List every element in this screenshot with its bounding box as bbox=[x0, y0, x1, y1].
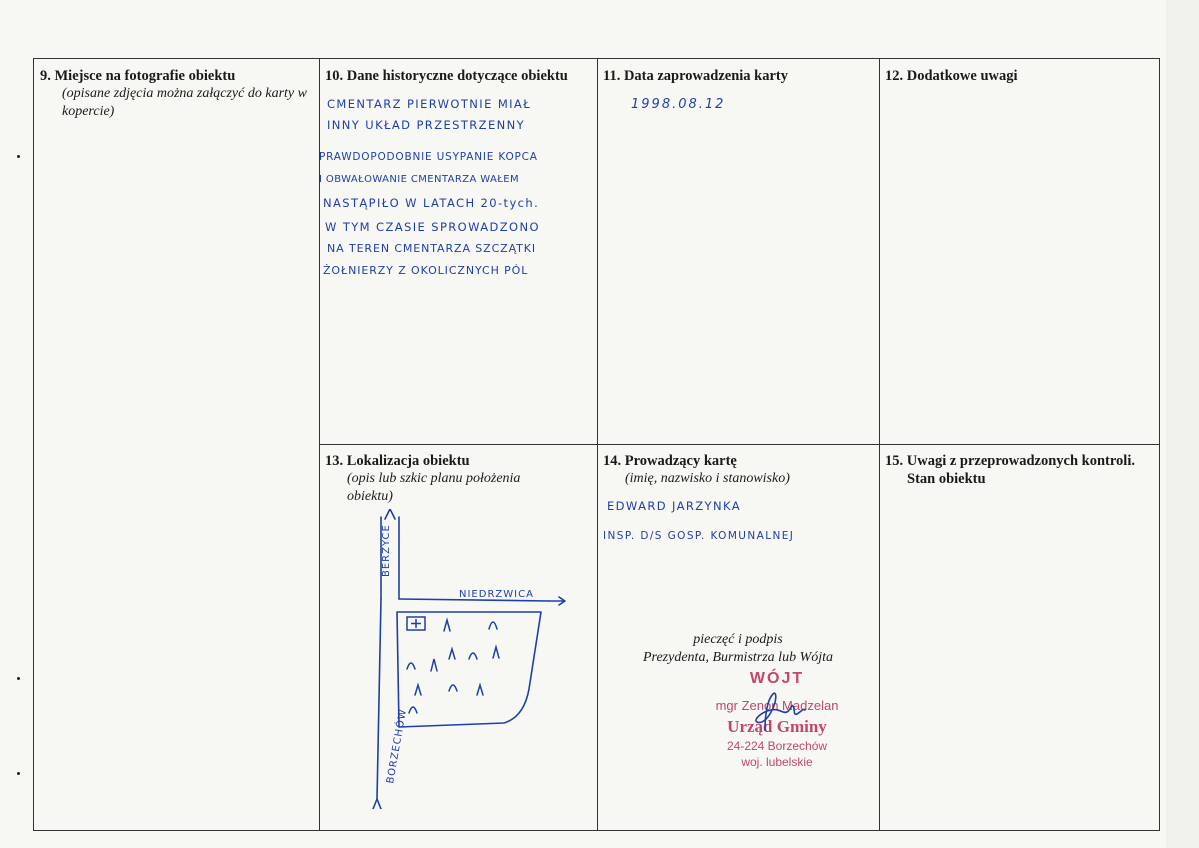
east-road-label: NIEDRZWICA bbox=[459, 589, 534, 600]
history-line: CMENTARZ PIERWOTNIE MIAŁ bbox=[327, 97, 532, 111]
history-line: I OBWAŁOWANIE CMENTARZA WAŁEM bbox=[319, 174, 520, 185]
photo-cell-subtitle: (opisane zdjęcia można załączyć do karty w kopercie) bbox=[62, 86, 307, 119]
chapel-mark bbox=[407, 617, 425, 630]
notes-cell-title: 12. Dodatkowe uwagi bbox=[885, 68, 1018, 84]
margin-mark bbox=[17, 772, 20, 775]
date-cell-title: 11. Data zaprowadzenia karty bbox=[603, 68, 789, 84]
stamp-title: WÓJT bbox=[749, 670, 805, 687]
history-line: PRAWDOPODOBNIE USYPANIE KOPCA bbox=[319, 151, 538, 163]
record-card-grid bbox=[33, 58, 1160, 831]
grave-marks bbox=[407, 620, 499, 713]
history-line: INNY UKŁAD PRZESTRZENNY bbox=[327, 118, 526, 132]
photo-cell bbox=[34, 59, 319, 444]
location-cell-title: 13. Lokalizacja obiektu bbox=[325, 453, 470, 469]
north-road-label: BERZYCE bbox=[381, 524, 392, 577]
location-cell-subtitle: (opis lub szkic planu położenia obiektu) bbox=[347, 471, 521, 504]
history-cell bbox=[319, 59, 597, 444]
handwritten-signature bbox=[747, 690, 807, 734]
controls-cell-title: 15. Uwagi z przeprowadzonych kontroli. Stan obiektu bbox=[885, 453, 1135, 487]
stamp-region: woj. lubelskie bbox=[741, 755, 813, 769]
stamp-office: Urząd Gminy bbox=[727, 717, 827, 736]
south-road-label: BORZECHÓW bbox=[385, 707, 410, 785]
stamp-postcode: 24-224 Borzechów bbox=[726, 739, 828, 753]
keeper-name: EDWARD JARZYNKA bbox=[607, 499, 741, 513]
history-cell-title: 10. Dane historyczne dotyczące obiektu bbox=[325, 68, 568, 84]
location-sketch bbox=[319, 509, 597, 809]
notes-cell bbox=[879, 59, 1160, 444]
signature-caption-line1: pieczęć i podpis bbox=[693, 632, 783, 647]
history-line: NA TEREN CMENTARZA SZCZĄTKI bbox=[327, 242, 537, 255]
signature-caption bbox=[597, 631, 879, 667]
history-line: NASTĄPIŁO W LATACH 20-tych. bbox=[323, 196, 540, 210]
date-value: 1998.08.12 bbox=[631, 97, 726, 112]
keeper-cell-title: 14. Prowadzący kartę bbox=[603, 453, 737, 469]
signature-caption-line2: Prezydenta, Burmistrza lub Wójta bbox=[642, 650, 834, 665]
controls-cell bbox=[879, 444, 1160, 831]
keeper-position: INSP. D/S GOSP. KOMUNALNEJ bbox=[603, 530, 795, 542]
margin-mark bbox=[17, 677, 20, 680]
date-cell bbox=[597, 59, 879, 444]
history-line: ŻOŁNIERZY Z OKOLICZNYCH PÓL bbox=[323, 264, 529, 277]
stamp-name: mgr Zenon Madzelan bbox=[715, 698, 839, 713]
margin-mark bbox=[17, 155, 20, 158]
photo-cell-title: 9. Miejsce na fotografie obiektu bbox=[40, 68, 236, 84]
location-cell bbox=[319, 444, 597, 831]
keeper-cell bbox=[597, 444, 879, 831]
history-line: W TYM CZASIE SPROWADZONO bbox=[325, 220, 540, 234]
keeper-cell-subtitle: (imię, nazwisko i stanowisko) bbox=[625, 471, 790, 486]
